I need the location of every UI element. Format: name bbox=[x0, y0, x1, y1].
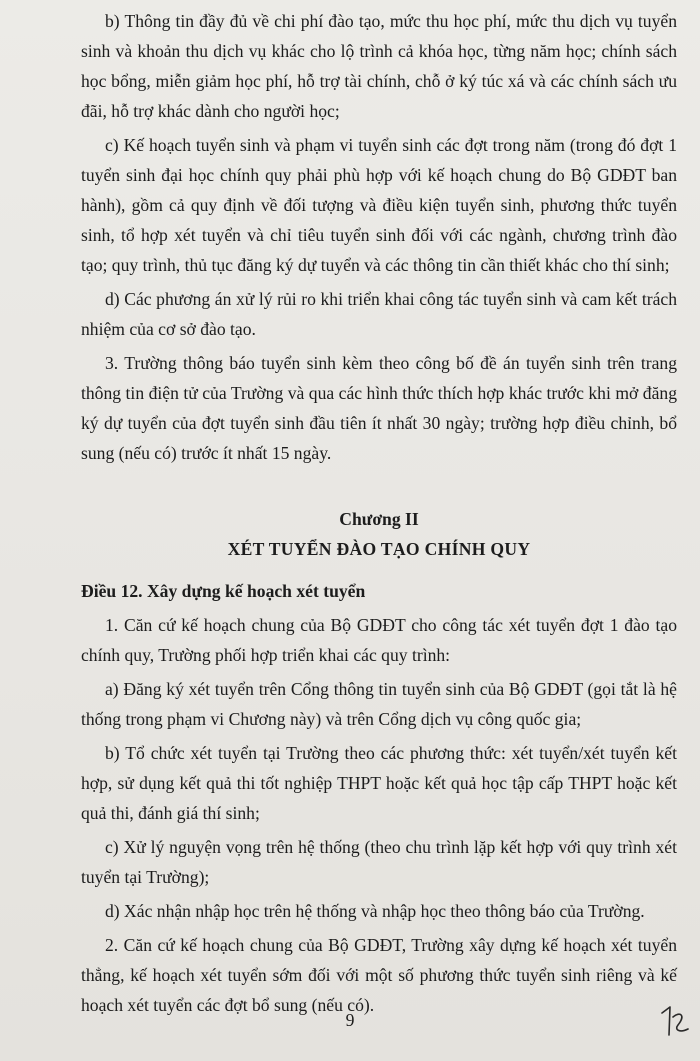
paragraph-d-risk-handling: d) Các phương án xử lý rủi ro khi triển khai công tác tuyển sinh và cam kết trách nhiệm của cơ sở đào tạo. bbox=[81, 289, 677, 339]
paragraph-2-direct-admission: 2. Căn cứ kế hoạch chung của Bộ GDĐT, Trường xây dựng kế hoạch xét tuyển thẳng, kế hoạch xét tuyển sớm đối với một số phương thức tuyển sinh riêng và kế hoạch xét tuyển các đợt bổ sung (nếu có). bbox=[81, 935, 677, 1015]
paragraph-b-costs: b) Thông tin đầy đủ về chi phí đào tạo, mức thu học phí, mức thu dịch vụ tuyển sinh và khoản thu dịch vụ khác cho lộ trình cả khóa học, từng năm học; chính sách học bổng, miễn giảm học phí, hỗ trợ tài chính, chỗ ở ký túc xá và các chính sách ưu đãi, hỗ trợ khác dành cho người học; bbox=[81, 11, 677, 121]
paragraph-c-wishes: c) Xử lý nguyện vọng trên hệ thống (theo chu trình lặp kết hợp với quy trình xét tuyển tại Trường); bbox=[81, 837, 677, 887]
paragraph-d-enrollment: d) Xác nhận nhập học trên hệ thống và nhập học theo thông báo của Trường. bbox=[105, 901, 645, 921]
chapter-title: XÉT TUYỂN ĐÀO TẠO CHÍNH QUY bbox=[227, 539, 531, 559]
paragraph-1-general-plan: 1. Căn cứ kế hoạch chung của Bộ GDĐT cho công tác xét tuyển đợt 1 đào tạo chính quy, Trường phối hợp triển khai các quy trình: bbox=[81, 615, 677, 665]
paragraph-3-announcement: 3. Trường thông báo tuyển sinh kèm theo công bố đề án tuyển sinh trên trang thông tin điện tử của Trường và qua các hình thức thích hợp khác trước khi mở đăng ký dự tuyển của đợt tuyển sinh đầu tiên ít nhất 30 ngày; trường hợp điều chỉnh, bổ sung (nếu có) trước ít nhất 15 ngày. bbox=[81, 353, 677, 463]
article-heading: Điều 12. Xây dựng kế hoạch xét tuyển bbox=[81, 581, 366, 601]
page-number: 9 bbox=[345, 1010, 355, 1030]
document-body bbox=[81, 6, 677, 1024]
handwritten-initials-mark bbox=[656, 1003, 692, 1039]
paragraph-c-admission-plan: c) Kế hoạch tuyển sinh và phạm vi tuyển sinh các đợt trong năm (trong đó đợt 1 tuyển sinh đại học chính quy phải phù hợp với kế hoạch chung do Bộ GDĐT ban hành), gồm cả quy định về đối tượng và điều kiện tuyển sinh, phương thức tuyển sinh, tổ hợp xét tuyển và chỉ tiêu tuyển sinh đối với các ngành, chương trình đào tạo; quy trình, thủ tục đăng ký dự tuyển và các thông tin cần thiết khác cho thí sinh; bbox=[81, 135, 677, 275]
paragraph-b-methods: b) Tổ chức xét tuyển tại Trường theo các phương thức: xét tuyển/xét tuyển kết hợp, sử dụng kết quả thi tốt nghiệp THPT hoặc kết quả học tập cấp THPT hoặc kết quả thi, đánh giá thí sinh; bbox=[81, 743, 677, 823]
chapter-label: Chương II bbox=[339, 509, 419, 529]
paragraph-a-registration: a) Đăng ký xét tuyển trên Cổng thông tin tuyển sinh của Bộ GDĐT (gọi tắt là hệ thống trong phạm vi Chương này) và trên Cổng dịch vụ công quốc gia; bbox=[81, 679, 677, 729]
